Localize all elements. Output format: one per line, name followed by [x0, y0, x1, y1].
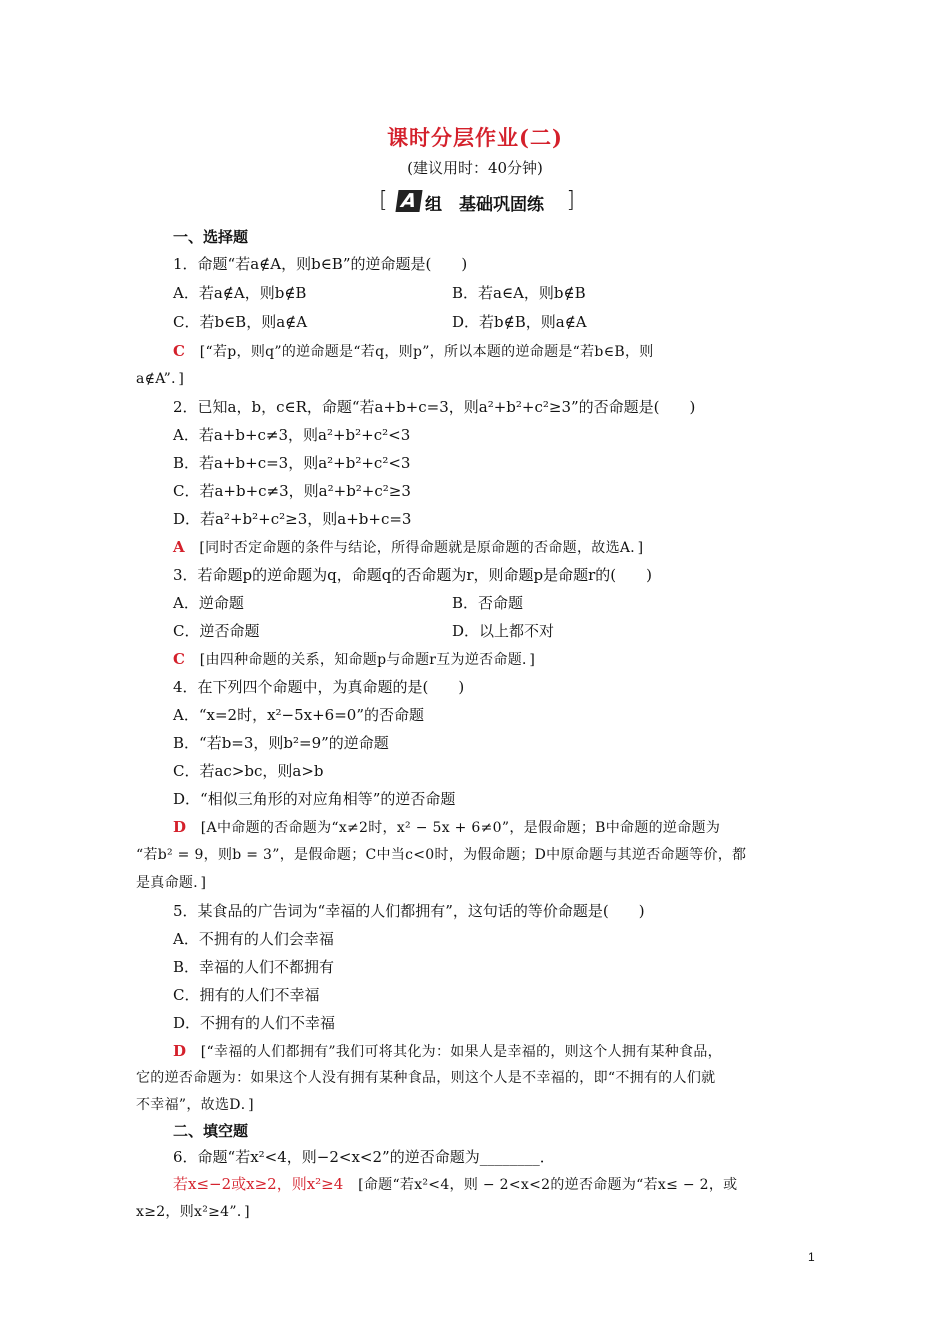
section-heading-choice: 一、选择题	[173, 228, 249, 246]
q1-option-d: D．若b∉B，则a∉A	[452, 313, 587, 331]
q1-option-a: A．若a∉A，则b∉B	[173, 284, 307, 302]
q1-answer: C	[173, 342, 185, 360]
q5-stem: 5．某食品的广告词为“幸福的人们都拥有”，这句话的等价命题是( )	[173, 902, 645, 920]
q4-option-c: C．若ac>bc，则a>b	[173, 762, 324, 780]
time-suggestion: (建议用时：40分钟)	[407, 159, 543, 177]
group-letter-badge: A	[395, 190, 422, 212]
q3-option-c: C．逆否命题	[173, 622, 260, 640]
q6-answer: 若x≤−2或x≥2，则x²≥4	[173, 1175, 344, 1193]
q2-explanation: [同时否定命题的条件与结论，所得命题就是原命题的否命题，故选A．]	[199, 540, 644, 556]
q1-explanation: [“若p，则q”的逆命题是“若q，则p”，所以本题的逆命题是“若b∈B，则	[199, 344, 654, 360]
q5-answer: D	[173, 1042, 187, 1060]
right-bracket: ]	[566, 188, 575, 213]
q3-stem: 3．若命题p的逆命题为q，命题q的否命题为r，则命题p是命题r的( )	[173, 566, 652, 584]
q6-stem: 6．命题“若x²<4，则−2<x<2”的逆否命题为________．	[173, 1148, 555, 1166]
q3-answer-line	[173, 649, 535, 670]
q3-option-d: D．以上都不对	[452, 622, 555, 640]
q3-answer: C	[173, 650, 185, 668]
q4-explanation-cont-2: 是真命题．]	[136, 875, 207, 891]
q3-explanation: [由四种命题的关系，知命题p与命题r互为逆否命题．]	[199, 652, 536, 668]
q1-option-c: C．若b∈B，则a∉A	[173, 313, 308, 331]
q4-explanation: [A中命题的否命题为“x≠2时，x² − 5x + 6≠0”，是假命题；B中命题的逆命题为	[200, 820, 721, 836]
q3-option-a: A．逆命题	[173, 594, 244, 612]
q2-option-b: B．若a+b+c=3，则a²+b²+c²<3	[173, 454, 411, 472]
q5-option-b: B．幸福的人们不都拥有	[173, 958, 335, 976]
q4-answer: D	[173, 818, 187, 836]
q3-option-b: B．否命题	[452, 594, 524, 612]
q1-answer-line	[173, 341, 654, 362]
group-a-header	[379, 188, 575, 216]
q5-option-c: C．拥有的人们不幸福	[173, 986, 320, 1004]
left-bracket: [	[379, 188, 388, 213]
q2-option-c: C．若a+b+c≠3，则a²+b²+c²≥3	[173, 482, 411, 500]
q2-answer: A	[173, 538, 185, 556]
q4-option-b: B．“若b=3，则b²=9”的逆命题	[173, 734, 389, 752]
q6-answer-line	[173, 1174, 737, 1195]
q4-stem: 4．在下列四个命题中，为真命题的是( )	[173, 678, 465, 696]
q2-option-d: D．若a²+b²+c²≥3，则a+b+c=3	[173, 510, 412, 528]
q4-option-a: A．“x=2时，x²−5x+6=0”的否命题	[173, 706, 425, 724]
q6-explanation: [命题“若x²<4，则 − 2<x<2的逆否命题为“若x≤ − 2，或	[358, 1177, 738, 1193]
q4-answer-line	[173, 817, 720, 838]
q1-stem: 1．命题“若a∉A，则b∈B”的逆命题是( )	[173, 255, 468, 273]
q6-explanation-cont: x≥2，则x²≥4”．]	[136, 1204, 250, 1220]
page-title: 课时分层作业(二)	[387, 125, 563, 150]
q2-answer-line	[173, 537, 643, 558]
q1-option-b: B．若a∈A，则b∉B	[452, 284, 586, 302]
q5-answer-line	[173, 1041, 722, 1062]
q1-explanation-cont: a∉A”．]	[136, 371, 185, 387]
group-label: 组 基础巩固练	[425, 195, 544, 215]
section-heading-fill: 二、填空题	[173, 1122, 249, 1140]
q5-explanation: [“幸福的人们都拥有”我们可将其化为：如果人是幸福的，则这个人拥有某种食品，	[200, 1044, 722, 1060]
page-number: 1	[808, 1250, 815, 1264]
q4-explanation-cont-1: “若b² = 9，则b = 3”，是假命题；C中当c<0时，为假命题；D中原命题与其逆否命题等价，都	[136, 847, 747, 863]
q5-explanation-cont-1: 它的逆否命题为：如果这个人没有拥有某种食品，则这个人是不幸福的，即“不拥有的人们就	[136, 1070, 716, 1086]
q5-explanation-cont-2: 不幸福”，故选D．]	[136, 1097, 254, 1113]
q4-option-d: D．“相似三角形的对应角相等”的逆否命题	[173, 790, 456, 808]
q5-option-d: D．不拥有的人们不幸福	[173, 1014, 336, 1032]
q5-option-a: A．不拥有的人们会幸福	[173, 930, 334, 948]
q2-stem: 2．已知a，b，c∈R，命题“若a+b+c=3，则a²+b²+c²≥3”的否命题是( )	[173, 398, 696, 416]
q2-option-a: A．若a+b+c≠3，则a²+b²+c²<3	[173, 426, 411, 444]
